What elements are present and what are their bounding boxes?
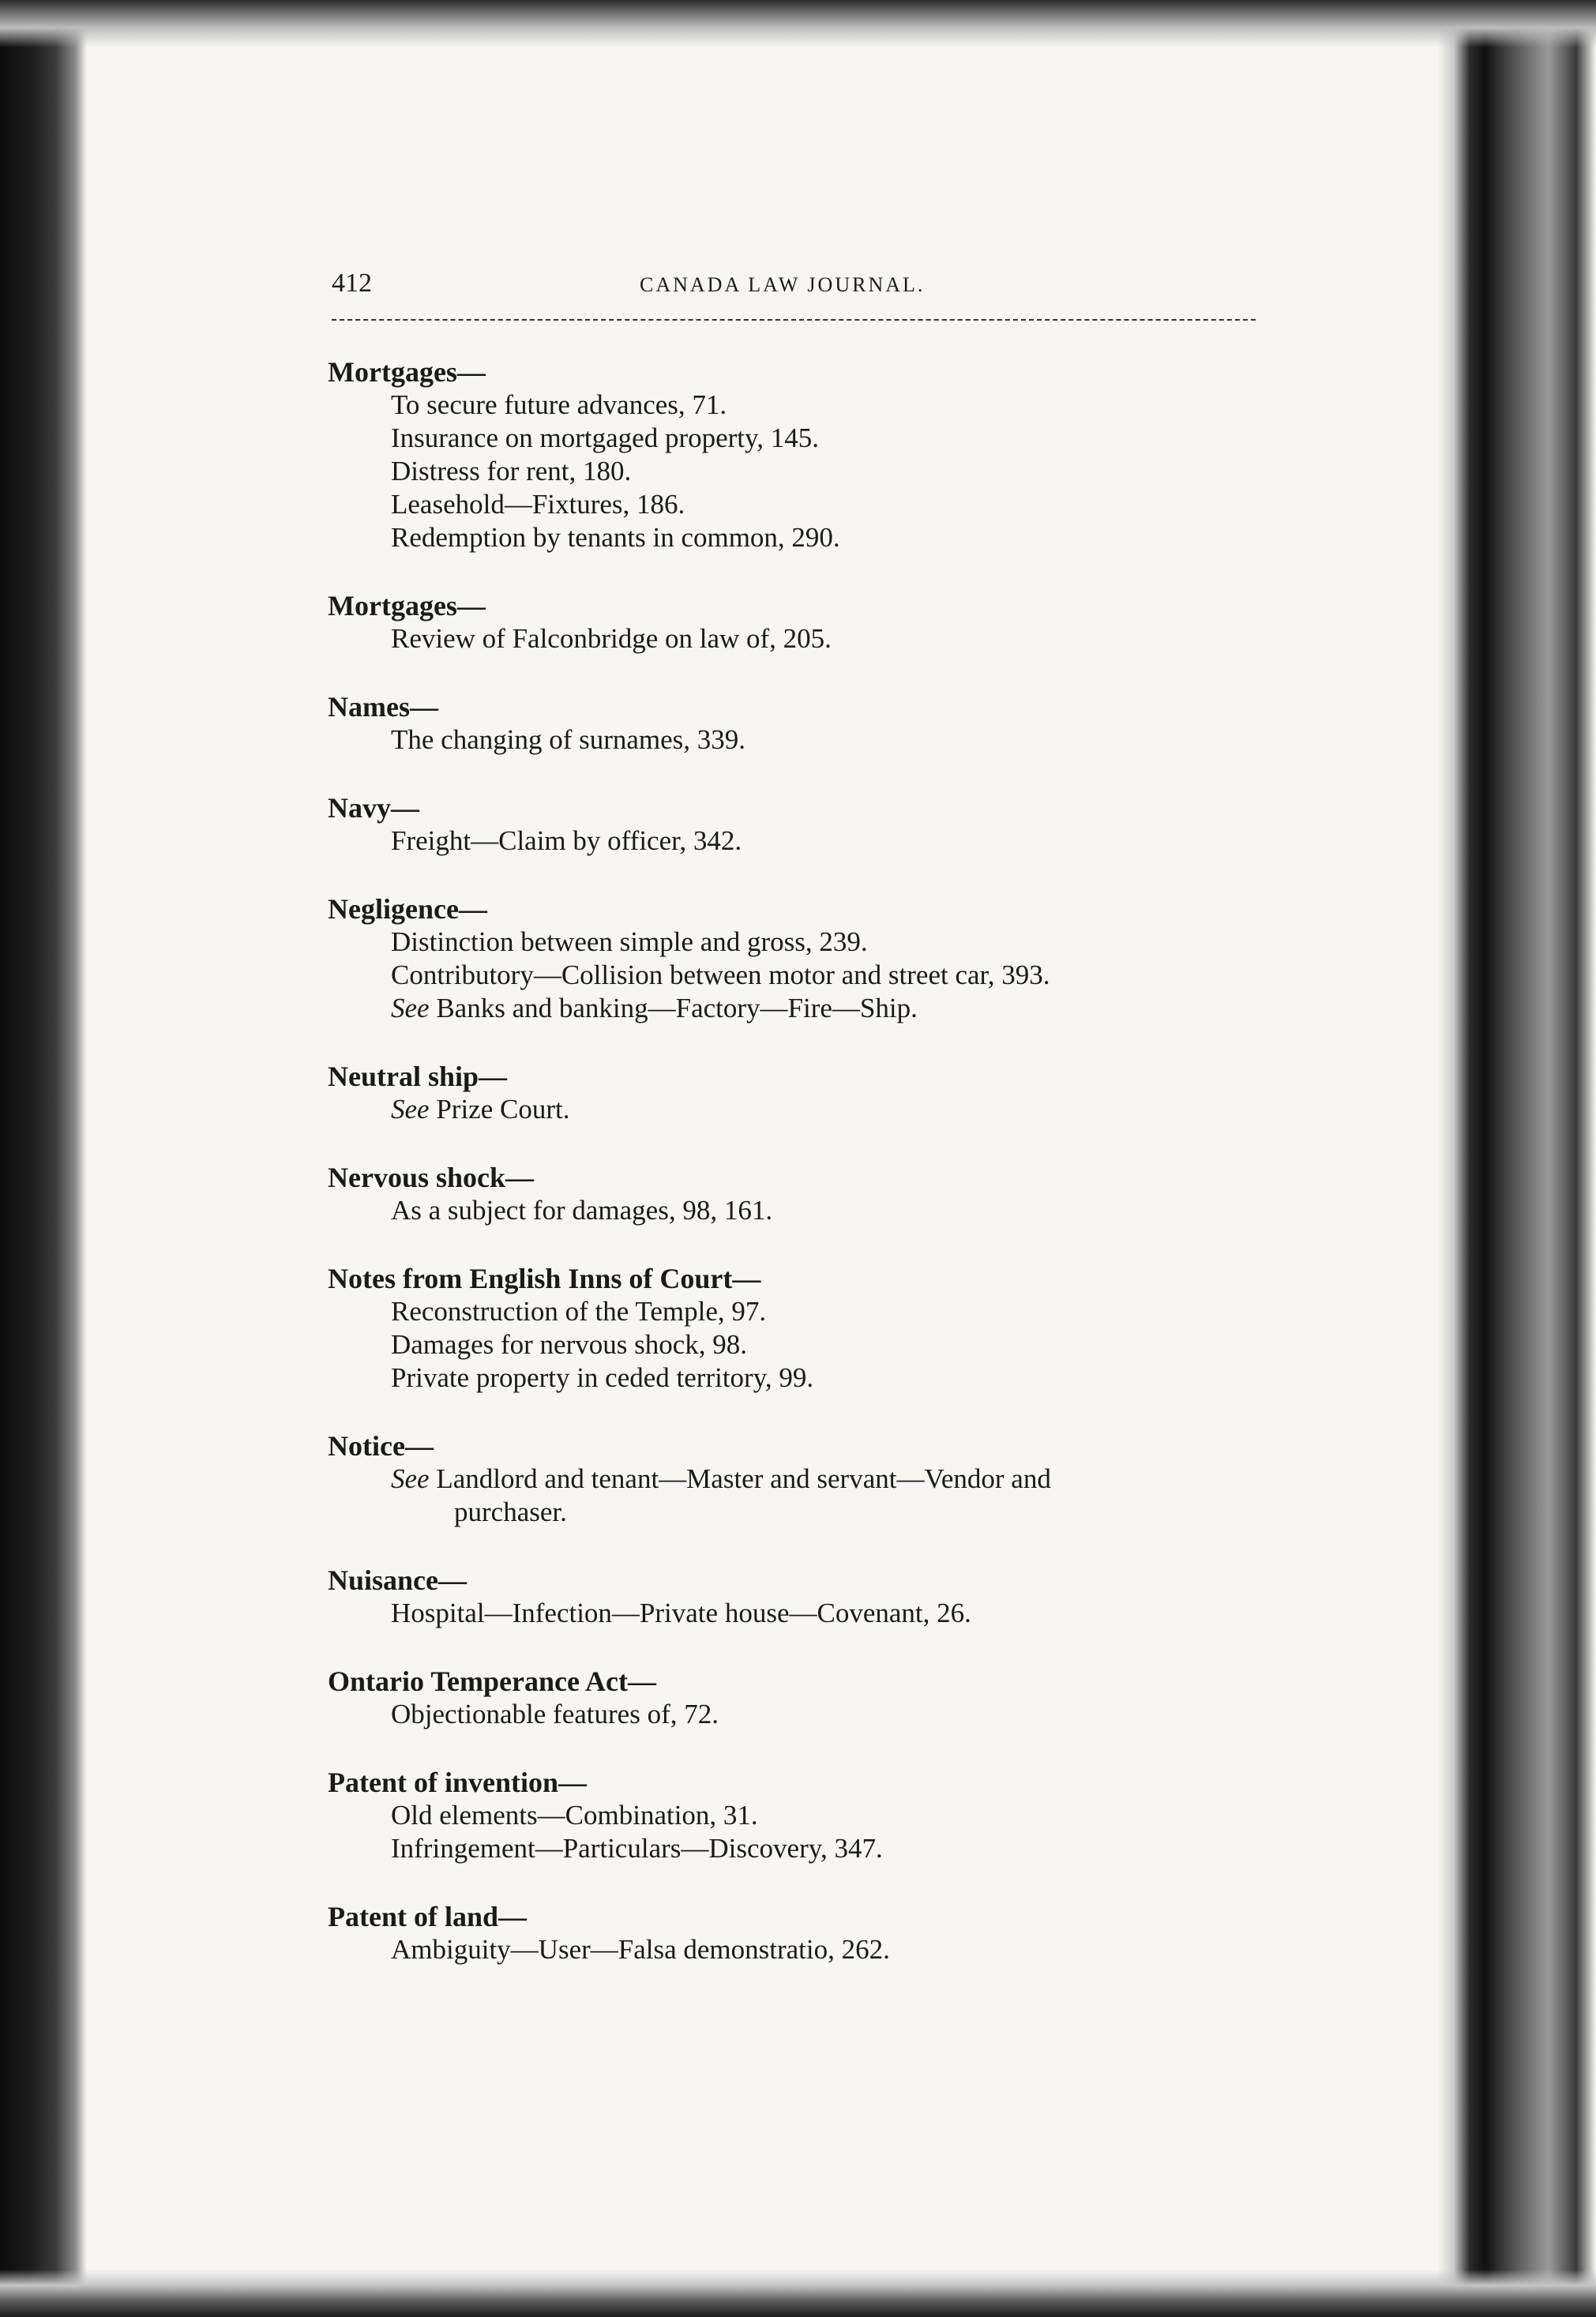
entry-heading: Nuisance— bbox=[328, 1564, 468, 1596]
scan-edge-left bbox=[0, 0, 87, 2317]
scan-edge-bottom bbox=[0, 2270, 1596, 2317]
scan-edge-top bbox=[0, 0, 1596, 47]
entry-item: Private property in ceded territory, 99. bbox=[391, 1362, 814, 1393]
entry-heading: Notes from English Inns of Court— bbox=[328, 1263, 761, 1294]
entry-heading: Mortgages— bbox=[328, 356, 486, 388]
see-reference bbox=[316, 992, 1279, 1025]
entry-heading: Names— bbox=[328, 691, 438, 723]
entry-heading: Mortgages— bbox=[328, 590, 486, 621]
see-word: See bbox=[391, 1094, 430, 1125]
entry-heading: Negligence— bbox=[328, 893, 487, 925]
see-continuation: purchaser. bbox=[454, 1496, 567, 1527]
index-entry bbox=[316, 1429, 1279, 1529]
scan-edge-right bbox=[1438, 0, 1596, 2317]
see-reference bbox=[316, 1463, 1279, 1529]
index-entry bbox=[316, 1665, 1279, 1731]
entry-item: Reconstruction of the Temple, 97. bbox=[391, 1296, 767, 1327]
index-page bbox=[316, 269, 1279, 2001]
running-head bbox=[316, 269, 1279, 308]
index-entry bbox=[316, 791, 1279, 858]
journal-title: CANADA LAW JOURNAL. bbox=[640, 273, 926, 296]
entry-item: Hospital—Infection—Private house—Covenant, 26. bbox=[391, 1598, 971, 1628]
entry-heading: Notice— bbox=[328, 1430, 434, 1462]
entry-item: The changing of surnames, 339. bbox=[391, 724, 746, 755]
entry-item: Review of Falconbridge on law of, 205. bbox=[391, 623, 832, 654]
index-entry bbox=[316, 1766, 1279, 1865]
see-text: Landlord and tenant—Master and servant—Vendor and bbox=[429, 1463, 1051, 1494]
see-word: See bbox=[391, 993, 430, 1023]
entry-heading: Navy— bbox=[328, 792, 419, 824]
entry-item: Infringement—Particulars—Discovery, 347. bbox=[391, 1833, 883, 1864]
entry-item: To secure future advances, 71. bbox=[391, 389, 727, 420]
entry-heading: Patent of invention— bbox=[328, 1767, 587, 1798]
entry-item: Damages for nervous shock, 98. bbox=[391, 1329, 748, 1360]
see-reference bbox=[316, 1093, 1279, 1126]
index-entry bbox=[316, 1161, 1279, 1227]
entry-item: Distinction between simple and gross, 239. bbox=[391, 926, 868, 957]
entry-heading: Patent of land— bbox=[328, 1901, 527, 1932]
see-text: Banks and banking—Factory—Fire—Ship. bbox=[429, 993, 918, 1023]
see-word: See bbox=[391, 1463, 430, 1494]
page-number: 412 bbox=[332, 269, 372, 298]
index-entry bbox=[316, 589, 1279, 655]
index-entry bbox=[316, 690, 1279, 757]
entry-item: Objectionable features of, 72. bbox=[391, 1699, 719, 1729]
see-text: Prize Court. bbox=[429, 1094, 570, 1125]
header-rule bbox=[332, 319, 1256, 321]
entry-item: Leasehold—Fixtures, 186. bbox=[391, 489, 685, 520]
index-entry bbox=[316, 1262, 1279, 1395]
entry-item: As a subject for damages, 98, 161. bbox=[391, 1195, 773, 1226]
entry-heading: Neutral ship— bbox=[328, 1061, 508, 1092]
entry-item: Redemption by tenants in common, 290. bbox=[391, 522, 840, 553]
entry-item: Contributory—Collision between motor and street car, 393. bbox=[391, 959, 1050, 990]
index-entry bbox=[316, 1564, 1279, 1630]
index-entry bbox=[316, 1900, 1279, 1966]
entry-item: Distress for rent, 180. bbox=[391, 456, 632, 486]
entry-item: Old elements—Combination, 31. bbox=[391, 1800, 758, 1831]
entry-heading: Nervous shock— bbox=[328, 1162, 535, 1193]
index-entry bbox=[316, 892, 1279, 1025]
entry-heading: Ontario Temperance Act— bbox=[328, 1665, 656, 1697]
entry-item: Insurance on mortgaged property, 145. bbox=[391, 422, 820, 453]
index-entries bbox=[316, 355, 1279, 1966]
entry-item: Ambiguity—User—Falsa demonstratio, 262. bbox=[391, 1934, 890, 1965]
entry-item: Freight—Claim by officer, 342. bbox=[391, 825, 742, 856]
index-entry bbox=[316, 355, 1279, 554]
index-entry bbox=[316, 1060, 1279, 1126]
